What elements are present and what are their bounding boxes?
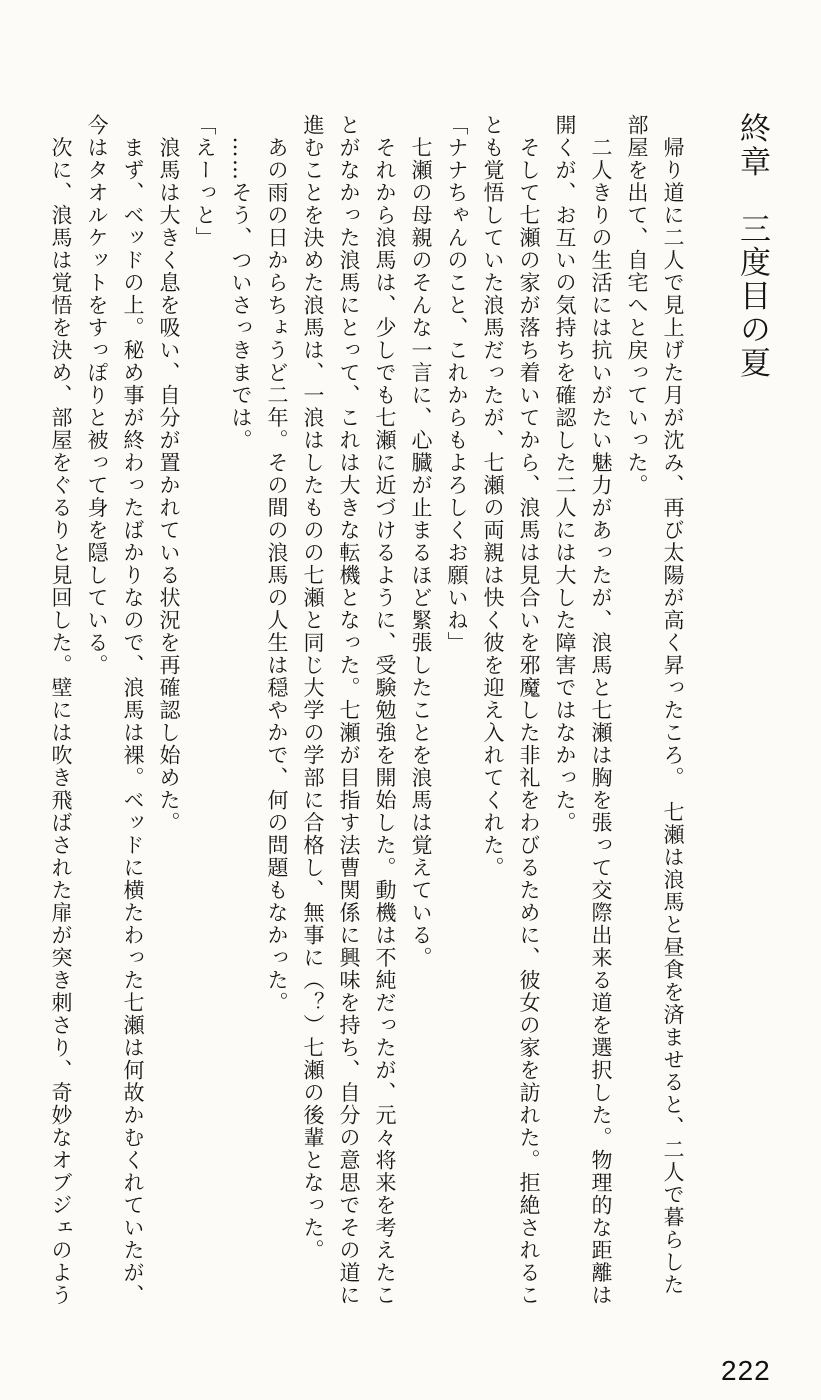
paragraph: 七瀬の母親のそんな一言に、心臓が止まるほど緊張したことを浪馬は覚えている。 [409, 114, 433, 969]
chapter-title: 終章 三度目の夏 [734, 112, 770, 380]
paragraph: 浪馬は大きく息を吸い、自分が置かれている状況を再確認し始めた。 [157, 114, 181, 834]
paragraph: 二人きりの生活には抗いがたい魅力があったが、浪馬と七瀬は胸を張って交際出来る道を選択した。物理的な距離は開くが、お互いの気持ちを確認した二人には大した障害ではなかった。 [553, 114, 613, 1307]
paragraph: それから浪馬は、少しでも七瀬に近づけるように、受験勉強を開始した。動機は不純だったが、元々将来を考えたことがなかった浪馬にとって、これは大きな転機となった。七瀬が目指す法曹関係に興味を持ち、自分の意思でその道に進むことを決めた浪馬は、一浪はしたものの七瀬と同じ大学の学部に合格し、無事に（？）七瀬の後輩となった。 [301, 114, 397, 1307]
paragraph: あの雨の日からちょうど二年。その間の浪馬の人生は穏やかで、何の問題もなかった。 [265, 114, 289, 1014]
paragraph-dialogue: 「えーっと」 [193, 114, 217, 249]
paragraph: ……そう、ついさっきまでは。 [229, 114, 253, 452]
paragraph-dialogue: 「ナナちゃんのこと、これからもよろしくお願いね」 [445, 114, 469, 654]
page-number: 222 [721, 1355, 771, 1386]
paragraph: 次に、浪馬は覚悟を決め、部屋をぐるりと見回した。壁には吹き飛ばされた扉が突き刺さり、奇妙なオブジェのよう [49, 114, 73, 1307]
paragraph: そして七瀬の家が落ち着いてから、浪馬は見合いを邪魔した非礼をわびるために、彼女の家を訪れた。拒絶されることも覚悟していた浪馬だったが、七瀬の両親は快く彼を迎え入れてくれた。 [481, 114, 541, 1307]
paragraph: 帰り道に二人で見上げた月が沈み、再び太陽が高く昇ったころ。 七瀬は浪馬と昼食を済ませると、二人で暮らした部屋を出て、自宅へと戻っていった。 [625, 114, 685, 1296]
paragraph: まず、ベッドの上。秘め事が終わったばかりなので、浪馬は裸。ベッドに横たわった七瀬は何故かむくれていたが、今はタオルケットをすっぽりと被って身を隠している。 [85, 114, 145, 1307]
body-text [43, 114, 691, 1311]
